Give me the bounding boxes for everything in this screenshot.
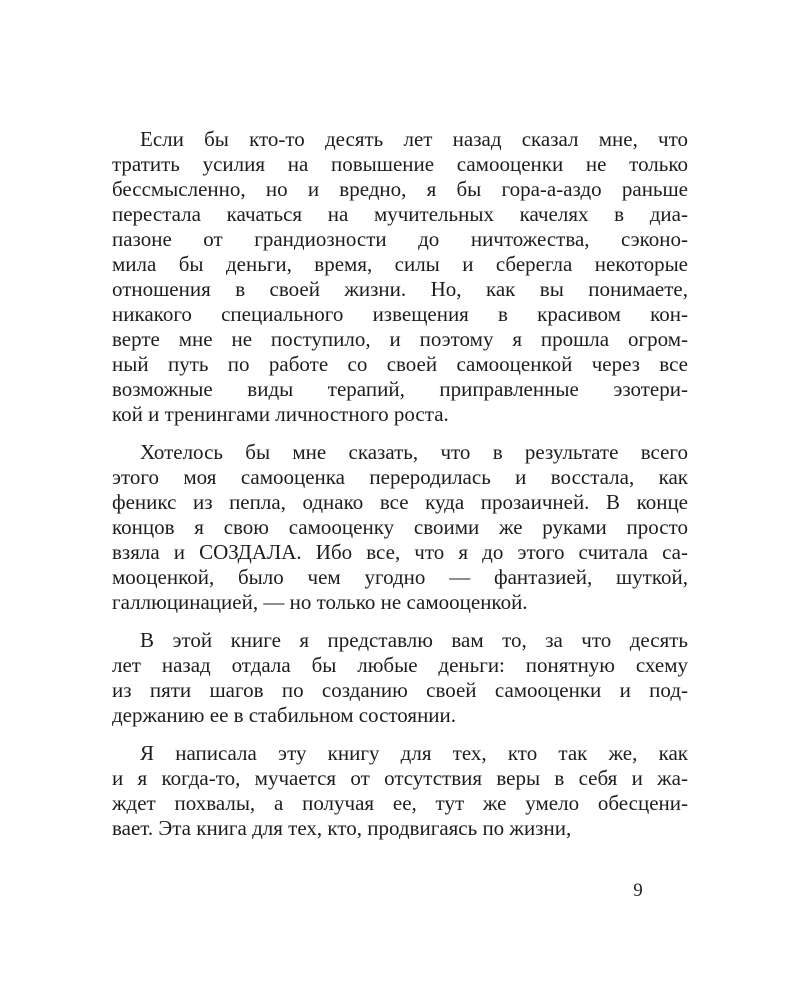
text-line: ждет похвалы, а получая ее, тут же умело обесцени- (112, 791, 688, 815)
text-line: возможные виды терапий, приправленные эзотери- (112, 377, 688, 401)
text-line: концов я свою самооценку своими же руками просто (112, 515, 688, 539)
paragraph (112, 741, 688, 841)
page-number: 9 (633, 880, 643, 901)
text-line: и я когда-то, мучается от отсутствия веры в себя и жа- (112, 766, 688, 790)
text-line: феникс из пепла, однако все куда прозаичней. В конце (112, 490, 688, 514)
text-line: Я написала эту книгу для тех, кто так же, как (140, 741, 688, 765)
text-line: Хотелось бы мне сказать, что в результате всего (140, 440, 688, 464)
text-line: В этой книге я представлю вам то, за что десять (140, 628, 688, 652)
text-line: пазоне от грандиозности до ничтожества, сэконо- (112, 227, 688, 251)
text-line: верте мне не поступило, и поэтому я прошла огром- (112, 327, 688, 351)
paragraph (112, 628, 688, 728)
text-line: галлюцинацией, — но только не самооценкой. (112, 590, 528, 614)
text-line: мила бы деньги, время, силы и сберегла некоторые (112, 252, 688, 276)
text-line: мооценкой, было чем угодно — фантазией, шуткой, (112, 565, 688, 589)
text-line: из пяти шагов по созданию своей самооценки и под- (112, 678, 688, 702)
text-line: держанию ее в стабильном состоянии. (112, 703, 457, 727)
text-line: перестала качаться на мучительных качелях в диа- (112, 202, 688, 226)
page-text (112, 127, 688, 841)
paragraph (112, 127, 688, 427)
text-line: взяла и СОЗДАЛА. Ибо все, что я до этого считала са- (112, 540, 688, 564)
text-line: ный путь по работе со своей самооценкой через все (112, 352, 688, 376)
text-line: тратить усилия на повышение самооценки не только (112, 152, 688, 176)
text-line: отношения в своей жизни. Но, как вы понимаете, (112, 277, 688, 301)
text-line: вает. Эта книга для тех, кто, продвигаясь по жизни, (112, 816, 572, 840)
text-line: бессмысленно, но и вредно, я бы гора-а-аздо раньше (112, 177, 688, 201)
paragraph (112, 440, 688, 615)
text-line: Если бы кто-то десять лет назад сказал мне, что (140, 127, 688, 151)
text-line: никакого специального извещения в красивом кон- (112, 302, 688, 326)
text-line: кой и тренингами личностного роста. (112, 402, 449, 426)
text-line: этого моя самооценка переродилась и восстала, как (112, 465, 688, 489)
text-line: лет назад отдала бы любые деньги: понятную схему (112, 653, 688, 677)
